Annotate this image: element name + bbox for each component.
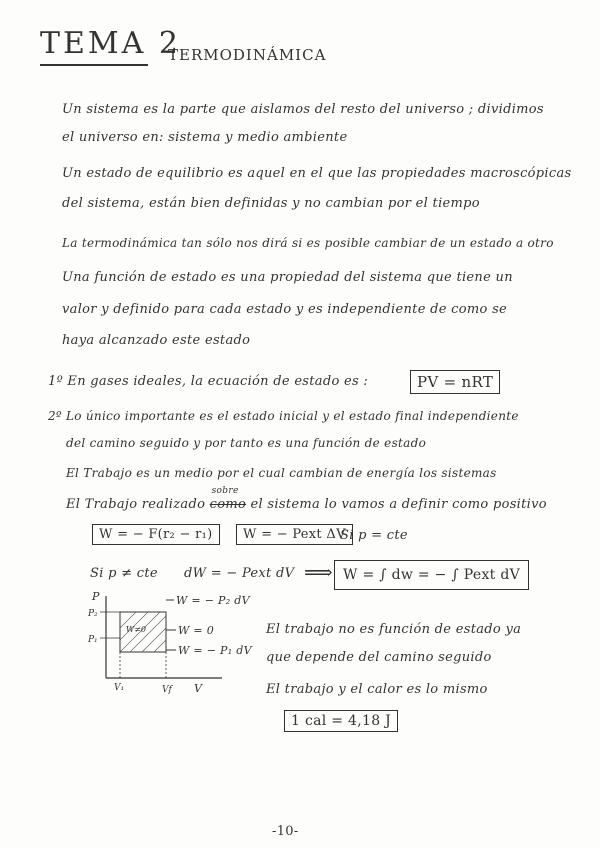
graph-label-bottom: W = − P₁ dV bbox=[178, 644, 252, 657]
differential-work: dW = − Pext dV bbox=[184, 566, 295, 581]
p2-label: P₂ bbox=[88, 609, 98, 619]
point-1: 1º En gases ideales, la ecuación de estado es : bbox=[48, 374, 369, 389]
trabajo-definition-start: El Trabajo realizado bbox=[66, 497, 206, 512]
vf-label: Vf bbox=[162, 685, 172, 695]
condition-variable-pressure: Si p ≠ cte bbox=[90, 566, 158, 581]
graph-label-mid: W = 0 bbox=[178, 624, 215, 637]
work-equation-force: W = − F(r₂ − r₁) bbox=[92, 524, 220, 545]
note-line: que depende del camino seguido bbox=[266, 650, 492, 665]
x-axis-label: V bbox=[194, 682, 202, 695]
paragraph-line: La termodinámica tan sólo nos dirá si es posible cambiar de un estado a otro bbox=[62, 236, 554, 250]
work-equation-pressure: W = − Pext ΔV bbox=[236, 524, 353, 545]
topic-title: TERMODINÁMICA bbox=[168, 46, 327, 64]
paragraph-line: del sistema, están bien definidas y no cambian por el tiempo bbox=[62, 196, 480, 211]
trabajo-definition bbox=[66, 486, 547, 512]
correction-word: sobre bbox=[211, 486, 239, 496]
paragraph-line: haya alcanzado este estado bbox=[62, 333, 251, 348]
implies-arrow: ⟹ bbox=[304, 560, 333, 584]
calorie-equivalence: 1 cal = 4,18 J bbox=[284, 710, 398, 732]
trabajo-definition-end: el sistema lo vamos a definir como positivo bbox=[250, 497, 547, 512]
tema-label: TEMA 2 bbox=[40, 26, 181, 61]
tema-underline bbox=[40, 64, 148, 66]
trabajo-line: El Trabajo es un medio por el cual cambian de energía los sistemas bbox=[66, 466, 497, 480]
v1-label: V₁ bbox=[114, 683, 125, 693]
ideal-gas-equation: PV = nRT bbox=[410, 370, 500, 394]
paragraph-line: Un sistema es la parte que aislamos del resto del universo ; dividimos bbox=[62, 102, 544, 117]
note-line: El trabajo no es función de estado ya bbox=[266, 622, 522, 637]
paragraph-line: el universo en: sistema y medio ambiente bbox=[62, 130, 348, 145]
paragraph-line: Una función de estado es una propiedad del sistema que tiene un bbox=[62, 270, 513, 285]
graph-label-top: W = − P₂ dV bbox=[176, 594, 250, 607]
hatched-work-label: W≠0 bbox=[126, 625, 147, 634]
page-number: -10- bbox=[272, 824, 299, 839]
paragraph-line: valor y definido para cada estado y es independiente de como se bbox=[62, 302, 508, 317]
point-2-line: del camino seguido y por tanto es una función de estado bbox=[66, 436, 427, 450]
y-axis-label: P bbox=[92, 590, 100, 603]
point-2-line: 2º Lo único importante es el estado inicial y el estado final independiente bbox=[48, 409, 519, 423]
condition-constant-pressure: Si p = cte bbox=[340, 528, 408, 543]
struck-word: como bbox=[209, 497, 247, 512]
paragraph-line: Un estado de equilibrio es aquel en el que las propiedades macroscópicas bbox=[62, 166, 572, 181]
p1-label: P₁ bbox=[88, 635, 98, 645]
note-line: El trabajo y el calor es lo mismo bbox=[266, 682, 488, 697]
work-integral: W = ∫ dw = − ∫ Pext dV bbox=[334, 560, 529, 590]
